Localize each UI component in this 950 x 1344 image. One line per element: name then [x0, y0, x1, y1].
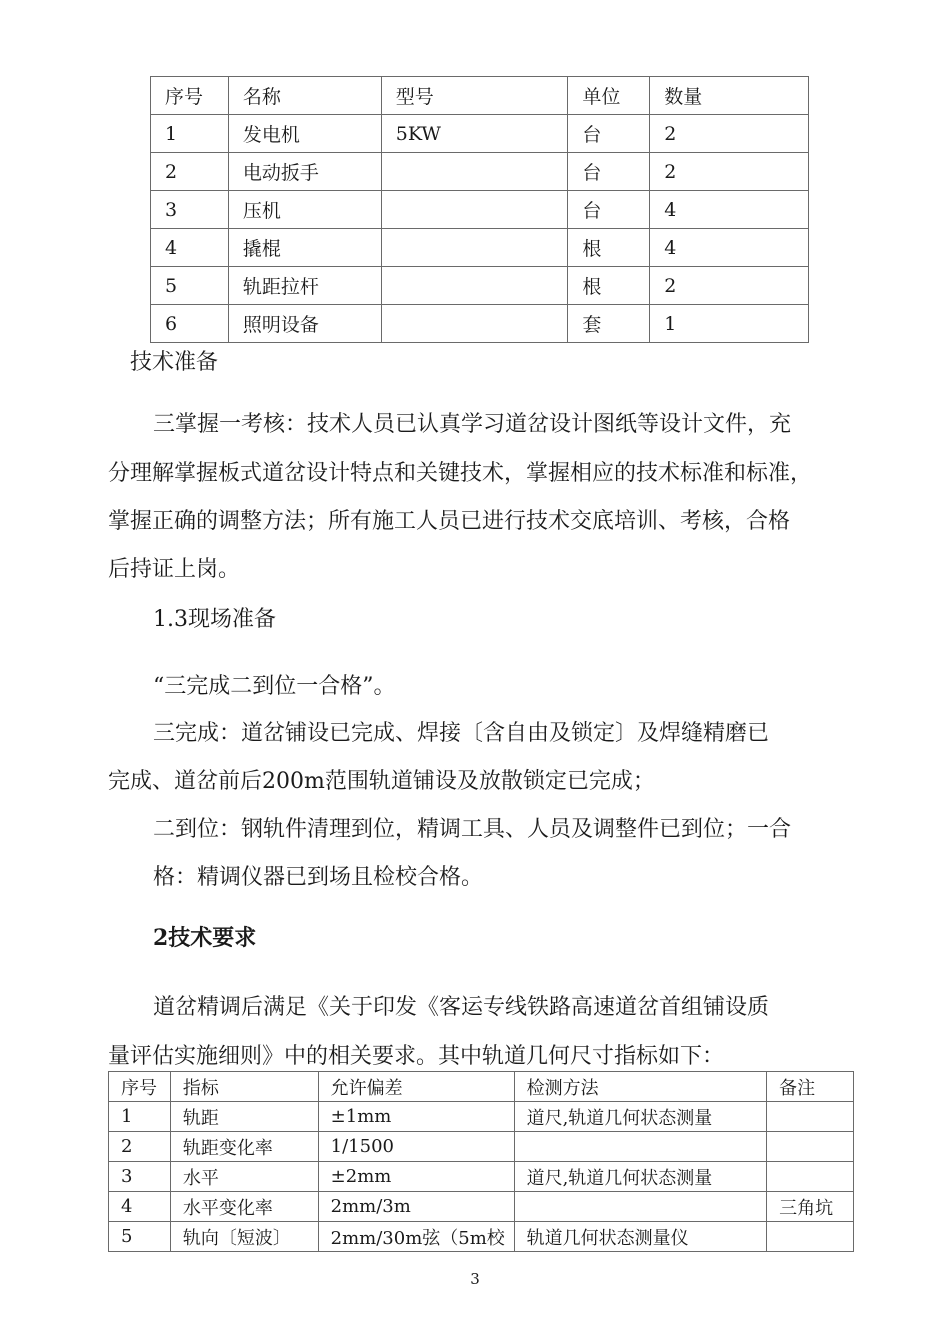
header-cell: 名称 — [228, 77, 381, 115]
table-cell: 1 — [650, 305, 809, 343]
table-cell: 水平变化率 — [170, 1192, 318, 1222]
table-header-row — [151, 77, 809, 115]
spec-table-body — [109, 1072, 854, 1252]
table-cell: 轨距变化率 — [170, 1132, 318, 1162]
table-cell: 2 — [650, 115, 809, 153]
table-header-row — [109, 1072, 854, 1102]
table-cell: 三角坑 — [767, 1192, 854, 1222]
table-cell: 轨向〔短波〕 — [170, 1222, 318, 1252]
paragraph-line: 完成、道岔前后200m范围轨道铺设及放散锁定已完成； — [108, 769, 655, 794]
table-cell: 1 — [109, 1102, 171, 1132]
table-cell: 水平 — [170, 1162, 318, 1192]
table-cell: 4 — [109, 1192, 171, 1222]
table-cell: 2mm/30m弦（5m校 — [318, 1222, 514, 1252]
header-cell: 单位 — [568, 77, 650, 115]
table-cell: 发电机 — [228, 115, 381, 153]
paragraph-line: 分理解掌握板式道岔设计特点和关键技术，掌握相应的技术标准和标准， — [108, 461, 813, 486]
header-cell: 允许偏差 — [318, 1072, 514, 1102]
header-cell: 指标 — [170, 1072, 318, 1102]
table-cell: 根 — [568, 267, 650, 305]
table-cell: 3 — [109, 1162, 171, 1192]
table-cell: 电动扳手 — [228, 153, 381, 191]
table-cell: ±2mm — [318, 1162, 514, 1192]
table-cell: 道尺,轨道几何状态测量 — [514, 1162, 767, 1192]
paragraph-line: 后持证上岗。 — [108, 557, 241, 582]
table-cell: 5KW — [381, 115, 568, 153]
table-cell: 台 — [568, 191, 650, 229]
paragraph-line: 二到位：钢轨件清理到位，精调工具、人员及调整件已到位；一合 — [153, 817, 792, 842]
page-number: 3 — [470, 1270, 480, 1288]
table-cell: 2mm/3m — [318, 1192, 514, 1222]
table-cell — [381, 191, 568, 229]
paragraph-line: 三掌握一考核：技术人员已认真学习道岔设计图纸等设计文件，充 — [153, 412, 792, 437]
table-cell: 3 — [151, 191, 229, 229]
table-cell: 压机 — [228, 191, 381, 229]
table-cell — [767, 1222, 854, 1252]
table-cell: 4 — [650, 229, 809, 267]
table-cell: 台 — [568, 153, 650, 191]
table-cell — [767, 1132, 854, 1162]
tools-table — [150, 76, 809, 343]
table-cell — [381, 153, 568, 191]
geometry-spec-table — [108, 1071, 854, 1252]
table-cell: 根 — [568, 229, 650, 267]
table-cell: 2 — [109, 1132, 171, 1162]
table-row — [151, 115, 809, 153]
table-row — [151, 229, 809, 267]
header-cell: 数量 — [650, 77, 809, 115]
table-cell: 1 — [151, 115, 229, 153]
paragraph-line: 掌握正确的调整方法；所有施工人员已进行技术交底培训、考核，合格 — [108, 509, 791, 534]
table-cell: 5 — [109, 1222, 171, 1252]
table-row — [151, 153, 809, 191]
table-cell: 轨道几何状态测量仪 — [514, 1222, 767, 1252]
tools-table-body — [151, 77, 809, 343]
table-cell: 5 — [151, 267, 229, 305]
table-row — [109, 1102, 854, 1132]
table-cell — [514, 1132, 767, 1162]
table-cell: 套 — [568, 305, 650, 343]
table-cell: 2 — [151, 153, 229, 191]
table-cell: 6 — [151, 305, 229, 343]
table-cell: 台 — [568, 115, 650, 153]
tech-prep-heading: 技术准备 — [130, 350, 219, 375]
table-cell: 2 — [650, 267, 809, 305]
tech-req-heading: 2技术要求 — [153, 925, 257, 951]
table-cell: 道尺,轨道几何状态测量 — [514, 1102, 767, 1132]
header-cell: 备注 — [767, 1072, 854, 1102]
table-row — [151, 191, 809, 229]
table-cell — [767, 1102, 854, 1132]
table-row — [109, 1162, 854, 1192]
table-cell — [514, 1192, 767, 1222]
header-cell: 型号 — [381, 77, 568, 115]
table-cell — [381, 229, 568, 267]
table-cell — [381, 305, 568, 343]
table-cell: 4 — [650, 191, 809, 229]
table-cell — [767, 1162, 854, 1192]
header-cell: 序号 — [151, 77, 229, 115]
table-cell: ±1mm — [318, 1102, 514, 1132]
table-cell: 照明设备 — [228, 305, 381, 343]
table-cell — [381, 267, 568, 305]
table-row — [109, 1222, 854, 1252]
table-cell: 2 — [650, 153, 809, 191]
table-row — [151, 267, 809, 305]
table-row — [109, 1192, 854, 1222]
table-cell: 4 — [151, 229, 229, 267]
paragraph-line: 道岔精调后满足《关于印发《客运专线铁路高速道岔首组铺设质 — [153, 995, 770, 1020]
table-cell: 1/1500 — [318, 1132, 514, 1162]
table-row — [109, 1132, 854, 1162]
table-cell: 轨距拉杆 — [228, 267, 381, 305]
table-cell: 轨距 — [170, 1102, 318, 1132]
header-cell: 检测方法 — [514, 1072, 767, 1102]
table-row — [151, 305, 809, 343]
paragraph-line: 格：精调仪器已到场且检校合格。 — [153, 865, 484, 890]
paragraph-line: 三完成：道岔铺设已完成、焊接〔含自由及锁定〕及焊缝精磨已 — [153, 721, 770, 746]
paragraph-line: 量评估实施细则》中的相关要求。其中轨道几何尺寸指标如下： — [108, 1044, 725, 1069]
table-cell: 撬棍 — [228, 229, 381, 267]
header-cell: 序号 — [109, 1072, 171, 1102]
site-prep-quote: “三完成二到位一合格”。 — [153, 674, 396, 699]
site-prep-heading: 1.3现场准备 — [153, 607, 276, 632]
